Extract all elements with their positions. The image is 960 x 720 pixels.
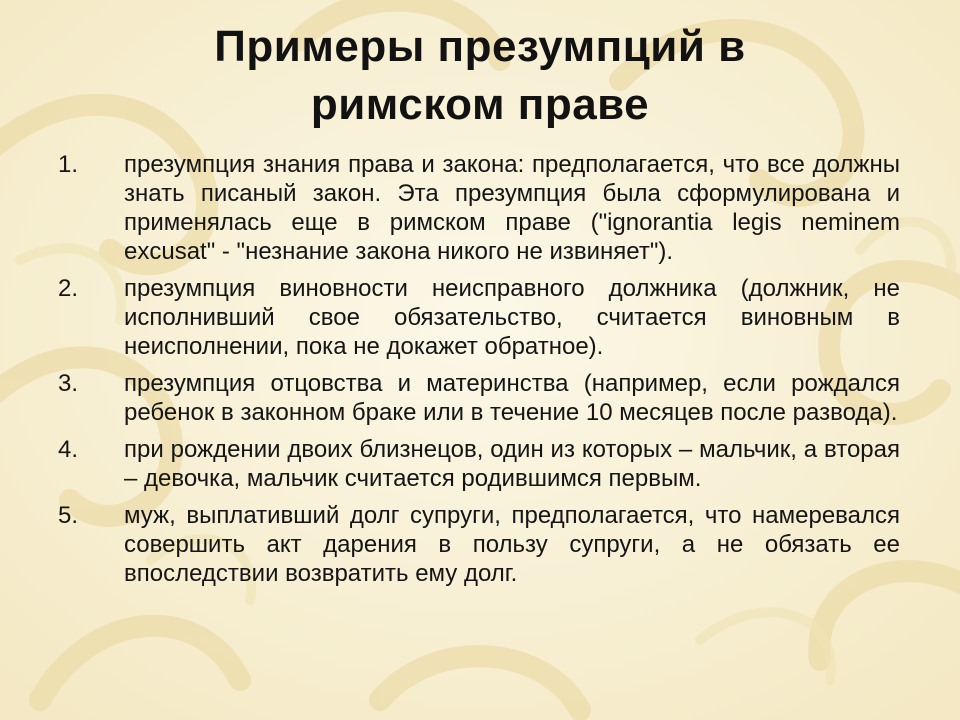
list-item bbox=[58, 274, 900, 361]
list-item bbox=[58, 435, 900, 493]
item-text: при рождении двоих близнецов, один из которых – мальчик, а вторая – девочка, мальчик считается родившимся первым. bbox=[124, 436, 900, 492]
item-text: презумпция отцовства и материнства (например, если рождался ребенок в законном браке или в течение 10 месяцев после развода). bbox=[124, 370, 900, 426]
list-item bbox=[58, 501, 900, 588]
list-item bbox=[58, 369, 900, 427]
presumption-list bbox=[58, 150, 900, 596]
item-number: 3. bbox=[58, 370, 79, 397]
slide-title-line-2: римском праве bbox=[310, 80, 650, 129]
item-number: 2. bbox=[58, 275, 79, 302]
item-number: 5. bbox=[58, 502, 79, 529]
item-text: презумпция виновности неисправного должника (должник, не исполнивший свое обязательство, считается виновным в неисполнении, пока не докажет обратное). bbox=[124, 275, 900, 360]
item-text: муж, выплативший долг супруги, предполагается, что намеревался совершить акт дарения в пользу супруги, а не обязать ее впоследствии возвратить ему долг. bbox=[124, 502, 900, 587]
item-number: 4. bbox=[58, 436, 79, 463]
item-number: 1. bbox=[58, 151, 79, 178]
list-item bbox=[58, 150, 900, 266]
slide-title bbox=[120, 18, 840, 134]
slide-title-line-1: Примеры презумпций в bbox=[214, 22, 746, 71]
item-text: презумпция знания права и закона: предполагается, что все должны знать писаный закон. Эта презумпция была сформулирована и применялась еще в римском праве ("ignorantia legis neminem excusat" - "незнание закона никого не извиняет"). bbox=[124, 151, 900, 265]
